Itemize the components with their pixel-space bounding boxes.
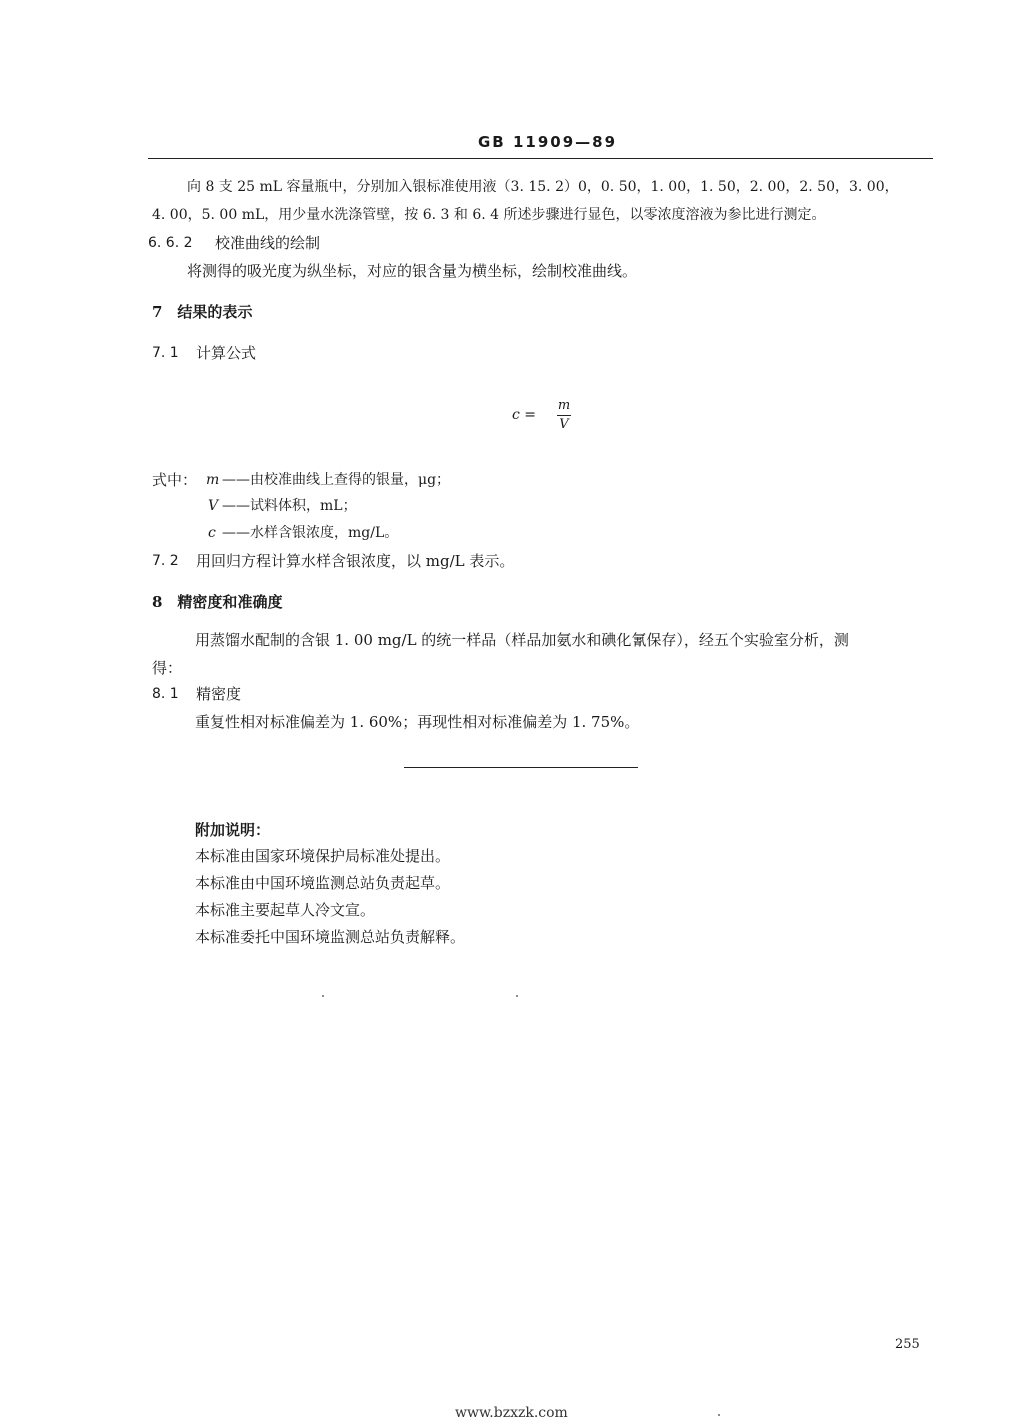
section-heading: 7 结果的表示 (152, 303, 253, 321)
clause-title: 校准曲线的绘制 (215, 234, 321, 252)
section-heading: 8 精密度和准确度 (152, 593, 283, 611)
clause-number: 8. 1 (152, 686, 179, 702)
clause-title: 计算公式 (196, 344, 257, 362)
website-footer: www.bzxzk.com (455, 1405, 568, 1421)
scan-speck (718, 1414, 720, 1416)
scan-speck (322, 995, 324, 997)
appendix-line: 本标准委托中国环境监测总站负责解释。 (195, 928, 466, 946)
end-rule (404, 767, 638, 768)
clause-text: 重复性相对标准偏差为 1. 60%；再现性相对标准偏差为 1. 75%。 (195, 713, 640, 731)
legend-symbol: c (208, 525, 216, 541)
document-code: GB 11909—89 (478, 133, 618, 151)
clause-title: 精密度 (196, 685, 242, 703)
legend-symbol: V (208, 498, 219, 514)
paragraph-line: 向 8 支 25 mL 容量瓶中，分别加入银标准使用液（3. 15. 2）0，0. 50，1. 00，1. 50，2. 00，2. 50，3. 00， (187, 179, 899, 195)
formula-lhs: c = (512, 407, 537, 423)
appendix-heading: 附加说明： (195, 821, 271, 839)
legend-prefix: 式中： (152, 471, 198, 489)
formula-numerator: m (557, 398, 571, 413)
legend-symbol: m (206, 472, 220, 488)
clause-number: 6. 6. 2 (148, 235, 193, 251)
paragraph-line: 4. 00，5. 00 mL，用少量水洗涤管壁，按 6. 3 和 6. 4 所述步骤进行显色，以零浓度溶液为参比进行测定。 (152, 207, 826, 223)
clause-number: 7. 2 (152, 553, 179, 569)
appendix-line: 本标准由国家环境保护局标准处提出。 (195, 847, 451, 865)
paragraph-line: 得： (152, 659, 183, 677)
legend-text: ——水样含银浓度，mg/L。 (222, 525, 399, 541)
header-rule (148, 158, 933, 159)
clause-title: 用回归方程计算水样含银浓度，以 mg/L 表示。 (196, 552, 515, 570)
legend-text: ——试料体积，mL； (222, 498, 357, 514)
scan-speck (516, 995, 518, 997)
page-number: 255 (895, 1337, 920, 1352)
legend-text: ——由校准曲线上查得的银量，μg； (222, 472, 451, 488)
formula-denominator: V (559, 417, 569, 432)
appendix-line: 本标准主要起草人冷文宣。 (195, 901, 376, 919)
formula (512, 398, 582, 438)
clause-text: 将测得的吸光度为纵坐标，对应的银含量为横坐标，绘制校准曲线。 (187, 262, 638, 280)
paragraph-line: 用蒸馏水配制的含银 1. 00 mg/L 的统一样品（样品加氨水和碘化氰保存），经五个实验室分析，测 (195, 631, 849, 649)
fraction-bar (557, 415, 571, 416)
clause-number: 7. 1 (152, 345, 179, 361)
appendix-line: 本标准由中国环境监测总站负责起草。 (195, 874, 451, 892)
